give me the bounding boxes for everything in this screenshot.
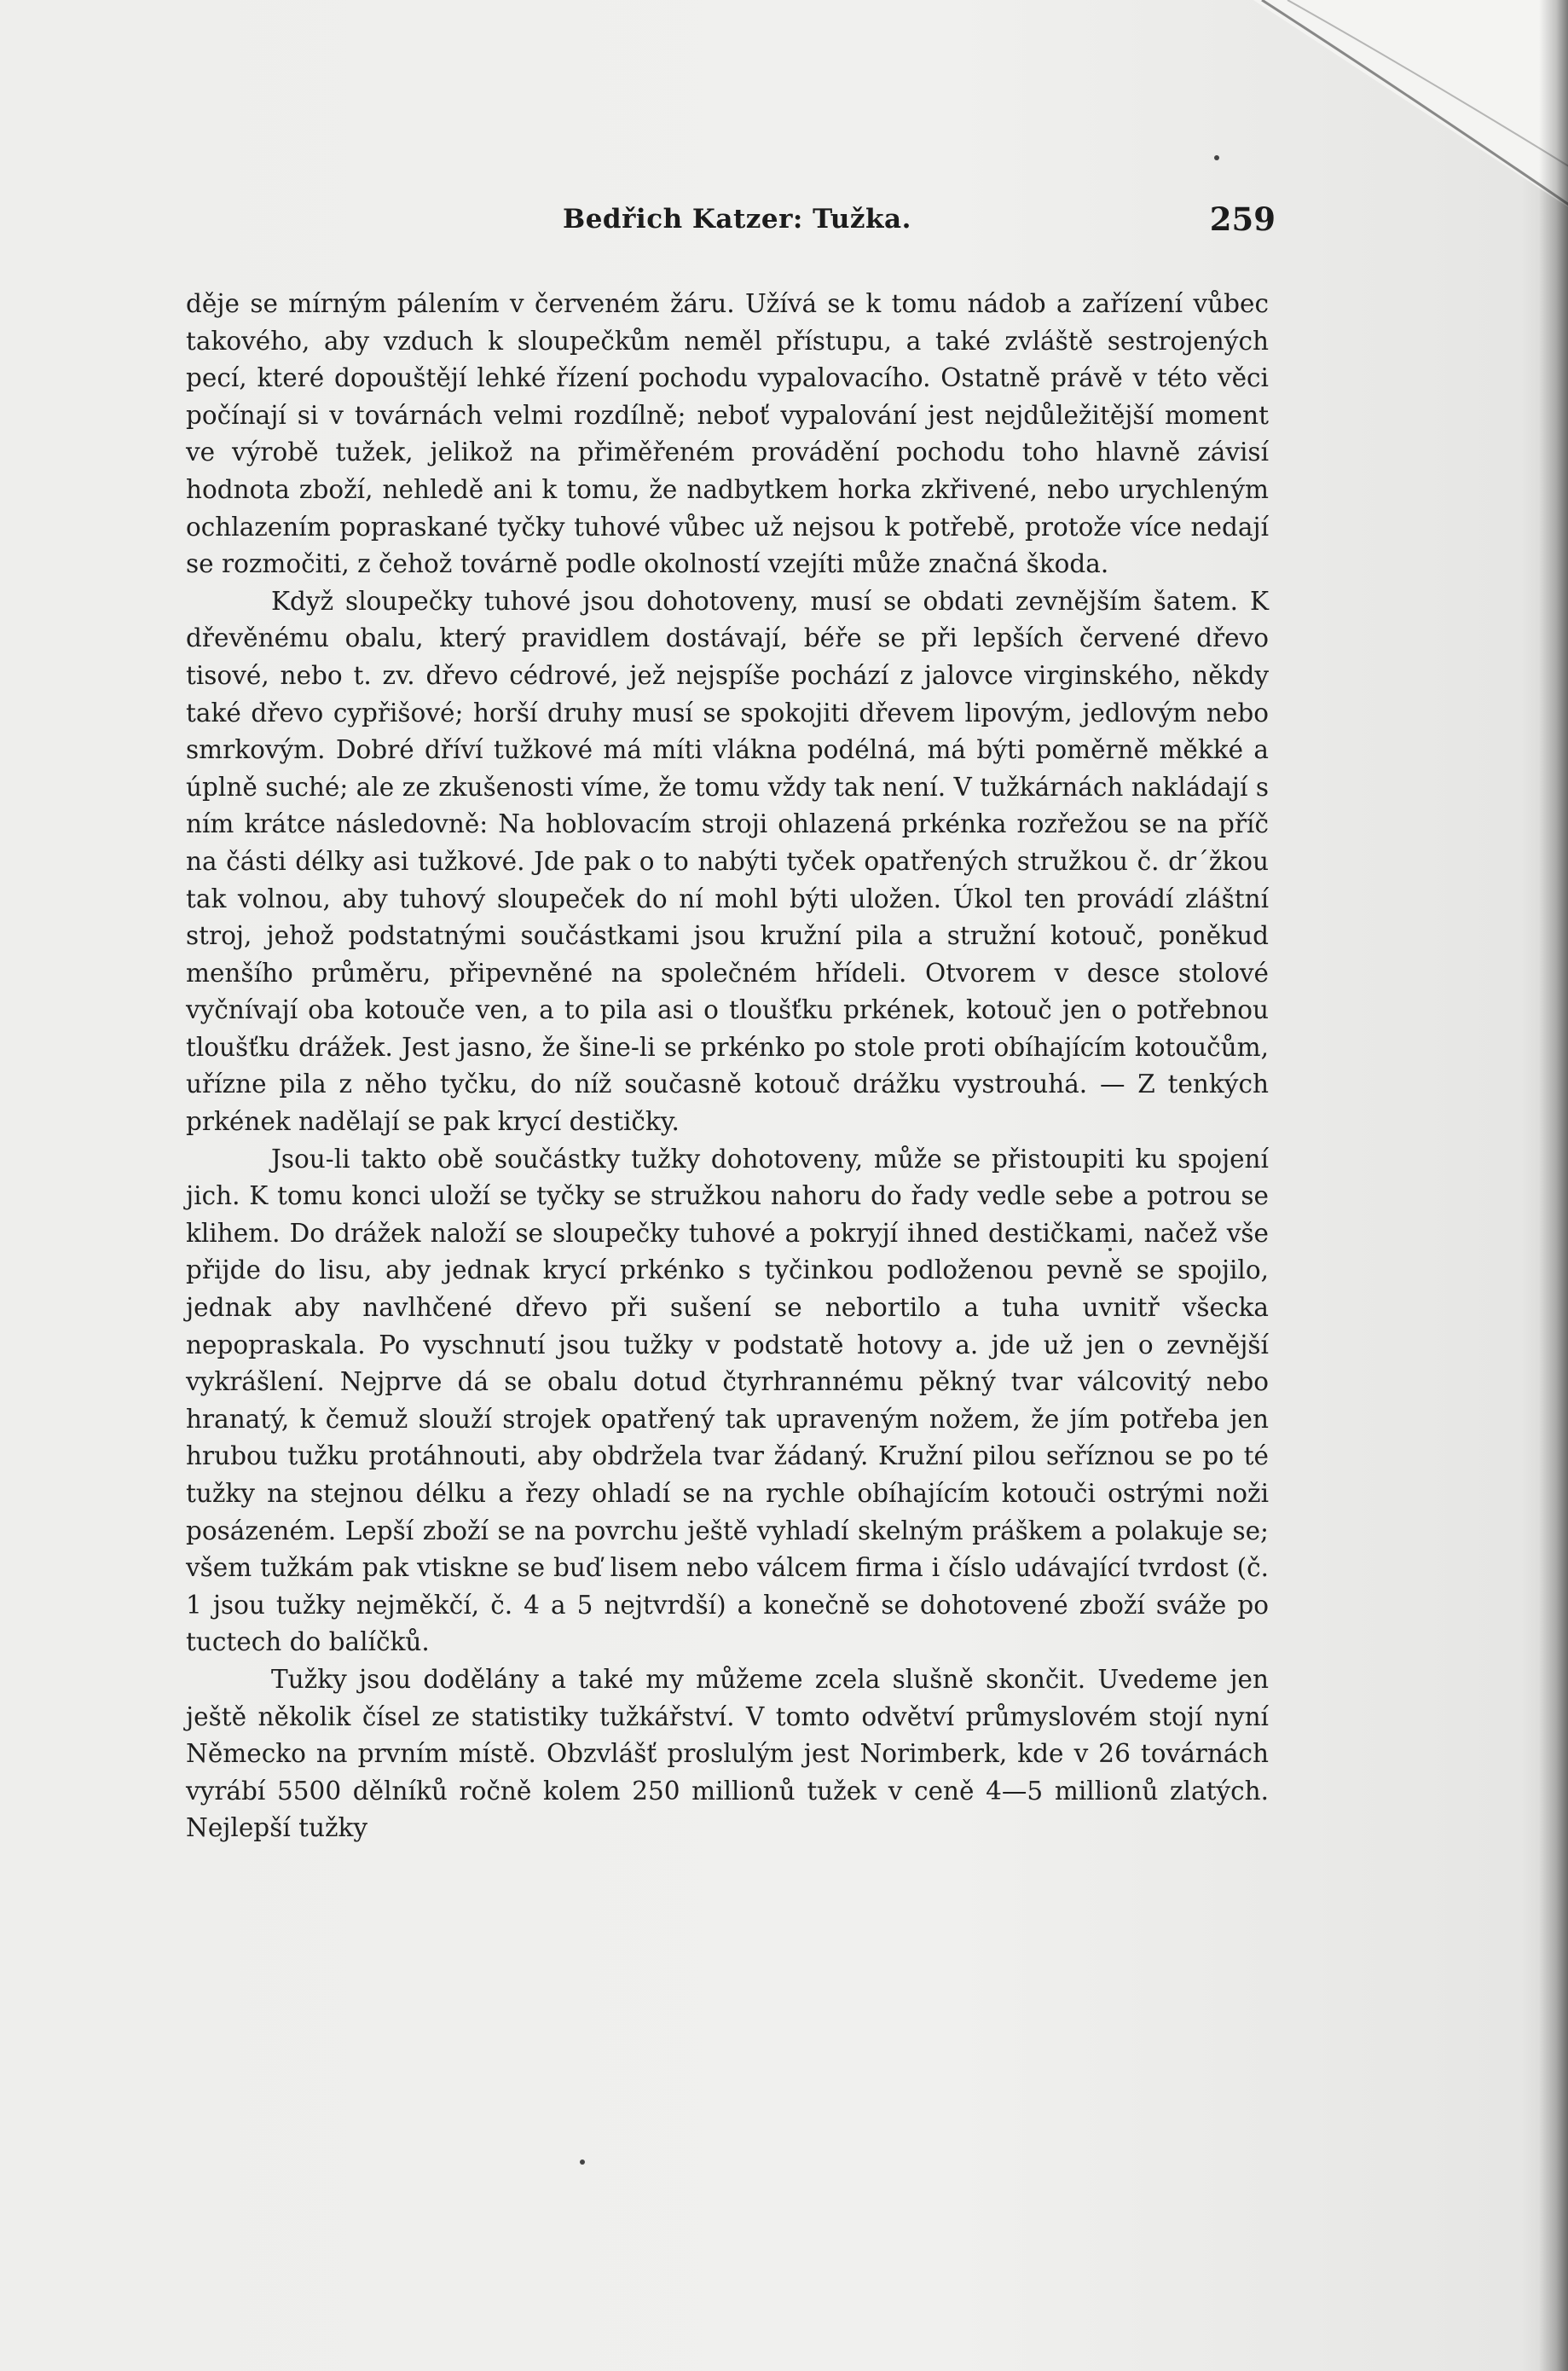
page-edge-shadow bbox=[1539, 0, 1568, 2371]
body-text bbox=[186, 286, 1269, 1847]
page-fold-mark bbox=[1253, 0, 1568, 324]
page-header bbox=[179, 199, 1276, 250]
paragraph: Jsou-li takto obě součástky tužky dohotoveny, může se přistoupiti ku spojení jich. K tomu konci uloží se tyčky se stružkou nahoru do řady vedle sebe a potrou se klihem. Do drážek naloží se sloupečky tuhové a pokryjí ihned destičkami, načež vše přijde do lisu, aby jednak krycí prkénko s tyčinkou podloženou pevně se spojilo, jednak aby navlhčené dřevo při sušení se nebortilo a tuha uvnitř všecka nepopraskala. Po vyschnutí jsou tužky v podstatě hotovy a. jde už jen o zevnější vykrášlení. Nejprve dá se obalu dotud čtyrhrannému pěkný tvar válcovitý nebo hranatý, k čemuž slouží strojek opatřený tak upraveným nožem, že jím potřeba jen hrubou tužku protáhnouti, aby obdržela tvar žádaný. Kružní pilou seříznou se po té tužky na stejnou délku a řezy ohladí se na rychle obíhajícím kotouči ostrými noži posázeném. Lepší zboží se na povrchu ještě vyhladí skelným práškem a polakuje se; všem tužkám pak vtiskne se buď lisem nebo válcem firma i číslo udávající tvrdost (č. 1 jsou tužky nejměkčí, č. 4 a 5 nejtvrdší) a konečně se dohotovené zboží sváže po tuctech do balíčků. bbox=[186, 1144, 1269, 1657]
paragraph: děje se mírným pálením v červeném žáru. Užívá se k tomu nádob a zařízení vůbec takového, aby vzduch k sloupečkům neměl přístupu, a také zvláště sestrojených pecí, které dopouštějí lehké řízení pochodu vypalovacího. Ostatně právě v této věci počínají si v továrnách velmi rozdílně; neboť vypalování jest nejdůležitější moment ve výrobě tužek, jelikož na přiměřeném provádění pochodu toho hlavně závisí hodnota zboží, nehledě ani k tomu, že nadbytkem horka zkřivené, nebo urychleným ochlazením popraskané tyčky tuhové vůbec už nejsou k potřebě, protože více nedají se rozmočiti, z čehož továrně podle okolností vzejíti může značná škoda. bbox=[186, 289, 1269, 579]
speck-mark bbox=[580, 2159, 585, 2165]
paragraph: Když sloupečky tuhové jsou dohotoveny, musí se obdati zevnějším šatem. K dřevěnému obalu, který pravidlem dostávají, béře se při lepších červené dřevo tisové, nebo t. zv. dřevo cédrové, jež nejspíše pochází z jalovce virginského, někdy také dřevo cypřišové; horší druhy musí se spokojiti dřevem lipovým, jedlovým nebo smrkovým. Dobré dříví tužkové má míti vlákna podélná, má býti poměrně měkké a úplně suché; ale ze zkušenosti víme, že tomu vždy tak není. V tužkárnách nakládají s ním krátce následovně: Na hoblovacím stroji ohlazená prkénka rozřežou se na příč na části délky asi tužkové. Jde pak o to nabýti tyček opatřených stružkou č. dr´žkou tak volnou, aby tuhový sloupeček do ní mohl býti uložen. Úkol ten provádí zláštní stroj, jehož podstatnými součástkami jsou kružní pila a stružní kotouč, poněkud menšího průměru, připevněné na společném hřídeli. Otvorem v desce stolové vyčnívají oba kotouče ven, a to pila asi o tloušťku prkének, kotouč jen o potřebnou tloušťku drážek. Jest jasno, že šine-li se prkénko po stole proti obíhajícím kotoučům, uřízne pila z něho tyčku, do níž současně kotouč drážku vystrouhá. — Z tenkých prkének nadělají se pak krycí destičky. bbox=[186, 586, 1269, 1137]
speck-mark bbox=[1214, 155, 1219, 160]
speck-mark bbox=[1108, 1248, 1112, 1251]
page-number: 259 bbox=[1209, 200, 1276, 238]
paragraph: Tužky jsou dodělány a také my můžeme zcela slušně skončit. Uvedeme jen ještě několik čísel ze statistiky tužkářství. V tomto odvětví průmyslovém stojí nyní Německo na prvním místě. Obzvlášť proslulým jest Norimberk, kde v 26 továrnách vyrábí 5500 dělníků ročně kolem 250 millionů tužek v ceně 4—5 millionů zlatých. Nejlepší tužky bbox=[186, 1664, 1269, 1843]
running-title: Bedřich Katzer: Tužka. bbox=[563, 204, 911, 235]
